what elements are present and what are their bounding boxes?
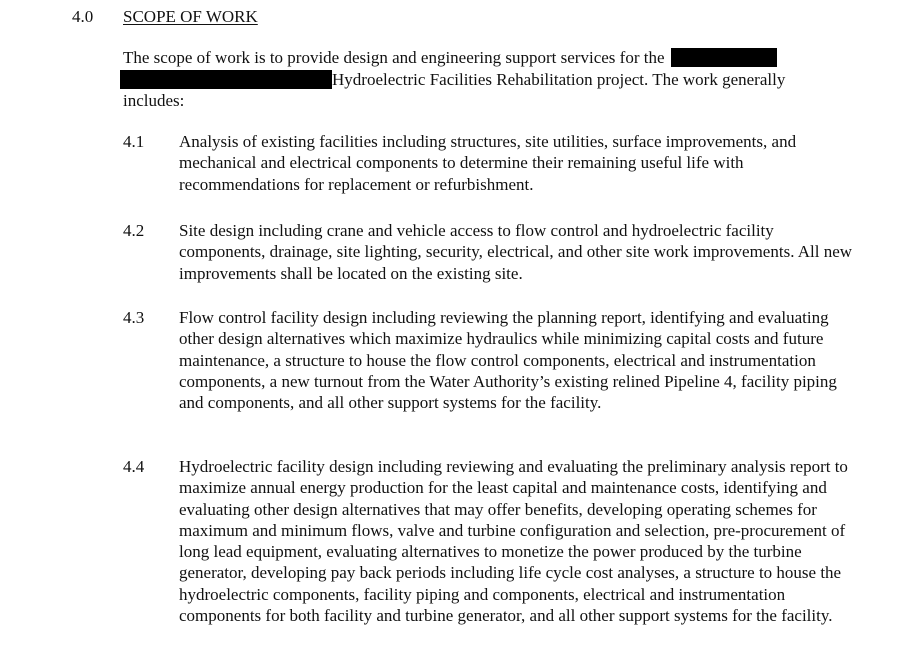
item-text: Flow control facility design including reviewing the planning report, identifying and evaluating other design alternatives which maximize hydraulics while minimizing capital costs and future maintenance, a structure to house the flow control components, electrical and instrumentation components, a new turnout from the Water Authority’s existing relined Pipeline 4, facility piping and components, and all other support systems for the facility. [179, 308, 837, 413]
item-number: 4.3 [123, 308, 145, 327]
redaction-box [671, 48, 777, 67]
item-number: 4.4 [123, 457, 145, 476]
item-text: Analysis of existing facilities including structures, site utilities, surface improvements, and mechanical and electrical components to determine their remaining useful life with recommendations for replacement or refurbishment. [179, 132, 797, 194]
item-number: 4.1 [123, 132, 145, 151]
item-text: Hydroelectric facility design including reviewing and evaluating the preliminary analysis report to maximize annual energy production for the least capital and maintenance costs, identifying and evaluating other design alternatives that may offer benefits, developing operating schemes for maximum and minimum flows, valve and turbine configuration and selection, pre-procurement of long lead equipment, evaluating alternatives to monetize the power produced by the turbine generator, developing pay back periods including life cycle cost analyses, a structure to house the hydroelectric components, facility piping and components, electrical and instrumentation components for both facility and turbine generator, and all other support systems for the facility. [179, 457, 848, 626]
item-number: 4.2 [123, 221, 145, 240]
item-text: Site design including crane and vehicle access to flow control and hydroelectric facility components, drainage, site lighting, security, electrical, and other site work improvements. All new improvements shall be located on the existing site. [179, 221, 853, 283]
intro-line-1: The scope of work is to provide design and engineering support services for the [123, 48, 665, 67]
section-title: SCOPE OF WORK [123, 7, 258, 26]
redaction-box [120, 70, 332, 89]
intro-line-3: includes: [123, 91, 185, 110]
section-number: 4.0 [72, 7, 94, 26]
intro-line-2: Hydroelectric Facilities Rehabilitation project. The work generally [332, 69, 786, 89]
intro-paragraph [123, 47, 863, 112]
